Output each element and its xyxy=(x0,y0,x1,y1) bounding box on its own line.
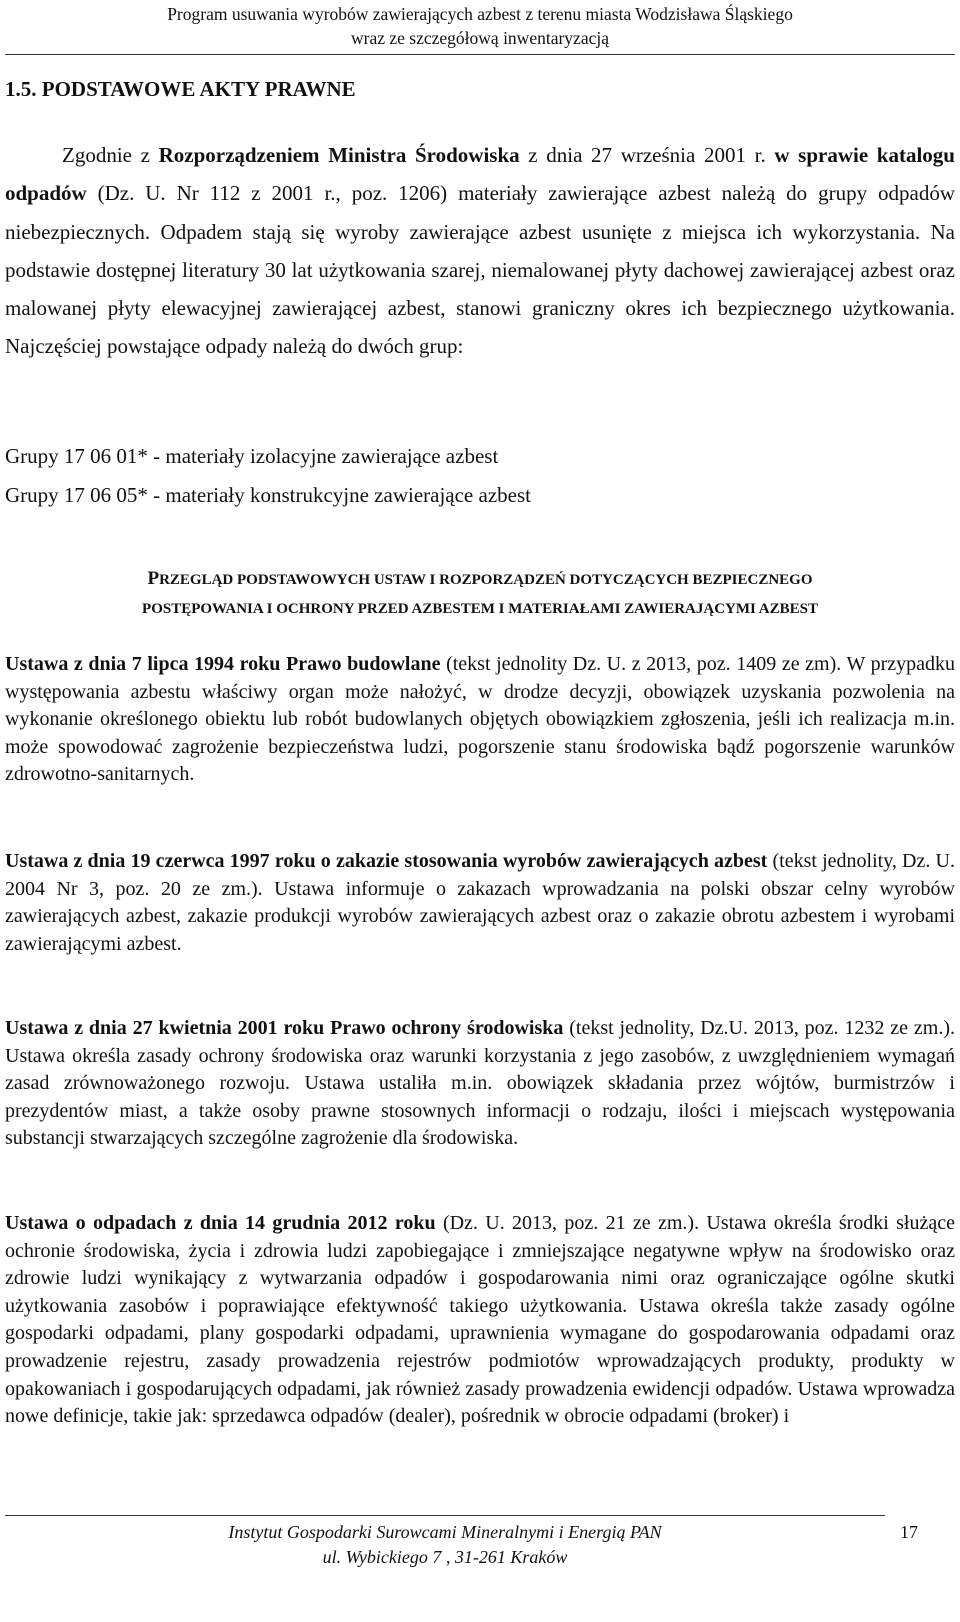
header-line-1: Program usuwania wyrobów zawierających azbest z terenu miasta Wodzisława Śląskiego xyxy=(167,4,793,24)
section-title: 1.5. PODSTAWOWE AKTY PRAWNE xyxy=(5,77,356,101)
intro-text-b: z dnia 27 września 2001 r. xyxy=(519,143,775,167)
intro-text-c: (Dz. U. Nr 112 z 2001 r., poz. 1206) materiały zawierające azbest należą do grupy odpadów niebezpiecznych. Odpadem stają się wyroby zawierające azbest usunięte z miejsca ich wykorzystania. Na podstawie dostępnej literatury 30 lat użytkowania szarej, niemalowanej płyty dachowej zawierającej azbest oraz malowanej płyty elewacyjnej zawierającej azbest, stanowi graniczny okres ich bezpiecznego użytkowania. Najczęściej powstające odpady należą do dwóch grup: xyxy=(5,181,955,359)
law-title: Ustawa z dnia 27 kwietnia 2001 roku Prawo ochrony środowiska xyxy=(5,1017,564,1039)
law-text: (tekst jednolity, Dz. U. 2004 Nr 3, poz. 20 ze zm.). Ustawa informuje o zakazach wprowadzania na polski obszar celny wyrobów zawierających azbest, zakazie produkcji wyrobów zawierających azbest oraz o zakazie obrotu azbestem i wyrobami zawierającymi azbest. xyxy=(5,850,955,955)
overview-heading-line-2: POSTĘPOWANIA I OCHRONY PRZED AZBESTEM I MATERIAŁAMI ZAWIERAJĄCYMI AZBEST xyxy=(142,601,818,617)
law-title: Ustawa z dnia 7 lipca 1994 roku Prawo budowlane xyxy=(5,653,441,675)
intro-bold-catalog: w sprawie katalogu odpadów xyxy=(5,143,955,206)
overview-heading-rest: RZEGLĄD PODSTAWOWYCH USTAW I ROZPORZĄDZEŃ DOTYCZĄCYCH BEZPIECZNEGO xyxy=(159,572,813,588)
waste-group-2: Grupy 17 06 05* - materiały konstrukcyjne zawierające azbest xyxy=(5,483,531,507)
page-number: 17 xyxy=(900,1522,918,1542)
law-paragraph xyxy=(5,1015,955,1153)
footer-institute: Instytut Gospodarki Surowcami Mineralnymi i Energią PAN xyxy=(228,1522,662,1542)
intro-text-a: Zgodnie z xyxy=(62,143,159,167)
page-footer xyxy=(60,1520,830,1570)
law-title: Ustawa o odpadach z dnia 14 grudnia 2012 roku xyxy=(5,1212,436,1234)
law-text: (Dz. U. 2013, poz. 21 ze zm.). Ustawa określa środki służące ochronie środowiska, życia i zdrowia ludzi zapobiegające i zmniejszające negatywne wpływ na środowisko oraz zdrowie ludzi wynikający z wytwarzania odpadów i gospodarowania nimi oraz ograniczające ogólne skutki użytkowania zasobów i poprawiające efektywność takiego użytkowania. Ustawa określa także zasady ogólne gospodarki odpadami, plany gospodarki odpadami, uprawnienia wymagane do gospodarowania odpadami oraz prowadzenie rejestru, zasady prowadzenia rejestrów podmiotów wprowadzających produkty, produkty w opakowaniach i gospodarujących odpadami, jak również zasady prowadzenia ewidencji odpadów. Ustawa wprowadza nowe definicje, takie jak: sprzedawca odpadów (dealer), pośrednik w obrocie odpadami (broker) i xyxy=(5,1212,955,1428)
law-paragraph xyxy=(5,651,955,789)
footer-address: ul. Wybickiego 7 , 31-261 Kraków xyxy=(322,1547,568,1567)
law-text: (tekst jednolity, Dz.U. 2013, poz. 1232 ze zm.). Ustawa określa zasady ochrony środowiska oraz warunki korzystania z jego zasobów, z uwzględnieniem wymagań zasad zrównoważonego rozwoju. Ustawa ustaliła m.in. obowiązek składania przez wójtów, burmistrzów i prezydentów miast, a także osoby prawne stosownych informacji o rodzaju, ilości i miejscach występowania substancji stwarzających szczególne zagrożenie dla środowiska. xyxy=(5,1017,955,1150)
law-paragraph xyxy=(5,1210,955,1431)
overview-heading xyxy=(5,564,955,624)
law-text: (tekst jednolity Dz. U. z 2013, poz. 1409 ze zm). W przypadku występowania azbestu właściwy organ może nałożyć, w drodze decyzji, obowiązek uzyskania pozwolenia na wykonanie określonego obiektu lub robót budowlanych objętych obowiązkiem zgłoszenia, jeśli ich realizacja m.in. może spowodować zagrożenie bezpieczeństwa ludzi, pogorszenie stanu środowiska bądź pogorszenie warunków zdrowotno-sanitarnych. xyxy=(5,653,955,786)
header-line-2: wraz ze szczegółową inwentaryzacją xyxy=(351,28,609,48)
law-paragraph xyxy=(5,848,955,958)
header-divider xyxy=(5,54,955,55)
overview-heading-initial: P xyxy=(147,568,160,589)
waste-group-1: Grupy 17 06 01* - materiały izolacyjne zawierające azbest xyxy=(5,444,499,468)
intro-bold-regulation: Rozporządzeniem Ministra Środowiska xyxy=(158,143,520,167)
intro-paragraph xyxy=(5,136,955,366)
overview-heading-line-1 xyxy=(5,564,955,595)
law-title: Ustawa z dnia 19 czerwca 1997 roku o zakazie stosowania wyrobów zawierających azbest xyxy=(5,850,768,872)
page-header xyxy=(0,2,960,50)
footer-divider xyxy=(5,1515,885,1516)
